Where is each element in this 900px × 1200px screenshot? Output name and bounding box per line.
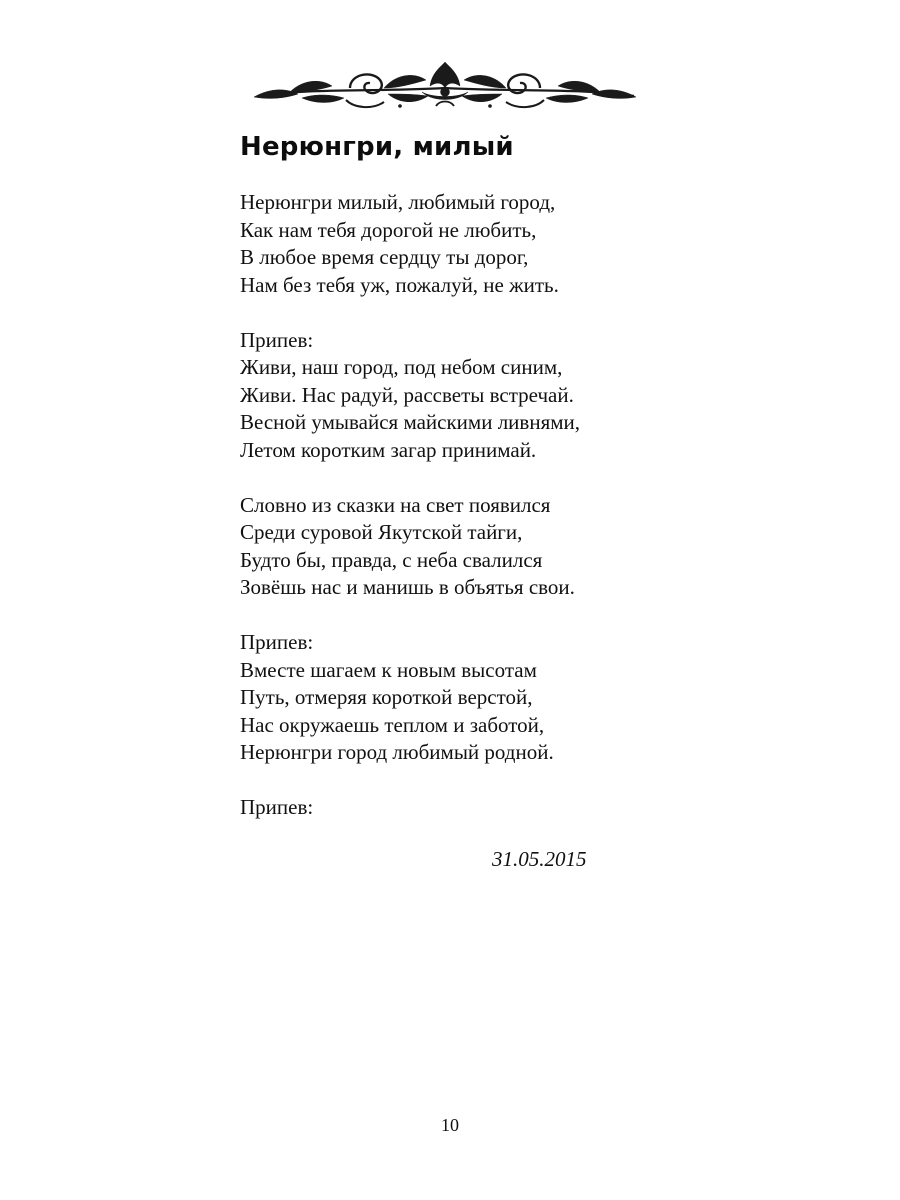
poem-line: Нам без тебя уж, пожалуй, не жить. — [240, 272, 559, 297]
stanza-chorus — [240, 327, 800, 465]
poem-line: Среди суровой Якутской тайги, — [240, 520, 523, 544]
poem-line: Живи, наш город, под небом синим, — [240, 355, 563, 379]
poem-line: Путь, отмеряя короткой верстой, — [240, 685, 533, 709]
stanza-chorus — [240, 794, 800, 822]
stanza — [240, 189, 800, 299]
poem-line: Нерюнгри город любимый родной. — [240, 740, 554, 764]
chorus-label: Припев: — [240, 630, 314, 654]
stanza-chorus — [240, 629, 800, 767]
poem-line: Будто бы, правда, с неба свалился — [240, 547, 543, 572]
chorus-label: Припев: — [240, 327, 314, 352]
page-number: 10 — [441, 1115, 459, 1135]
poem-line: Словно из сказки на свет появился — [240, 492, 551, 517]
chorus-label: Припев: — [240, 795, 314, 819]
poem-body — [240, 189, 800, 849]
poem-line: В любое время сердцу ты дорог, — [240, 245, 529, 269]
stanza — [240, 492, 800, 602]
poem-title: Нерюнгри, милый — [240, 132, 514, 162]
poem-line: Живи. Нас радуй, рассветы встречай. — [240, 382, 574, 407]
poem-date: 31.05.2015 — [492, 847, 587, 871]
poem-line: Зовёшь нас и манишь в объятья свои. — [240, 575, 575, 599]
poem-line: Летом коротким загар принимай. — [240, 437, 537, 462]
poem-line: Вместе шагаем к новым высотам — [240, 657, 537, 682]
poem-line: Нерюнгри милый, любимый город, — [240, 190, 556, 214]
poem-line: Весной умывайся майскими ливнями, — [240, 410, 580, 434]
poem-line: Нас окружаешь теплом и заботой, — [240, 712, 545, 737]
poem-line: Как нам тебя дорогой не любить, — [240, 217, 537, 242]
flourish-divider-icon — [250, 58, 640, 114]
